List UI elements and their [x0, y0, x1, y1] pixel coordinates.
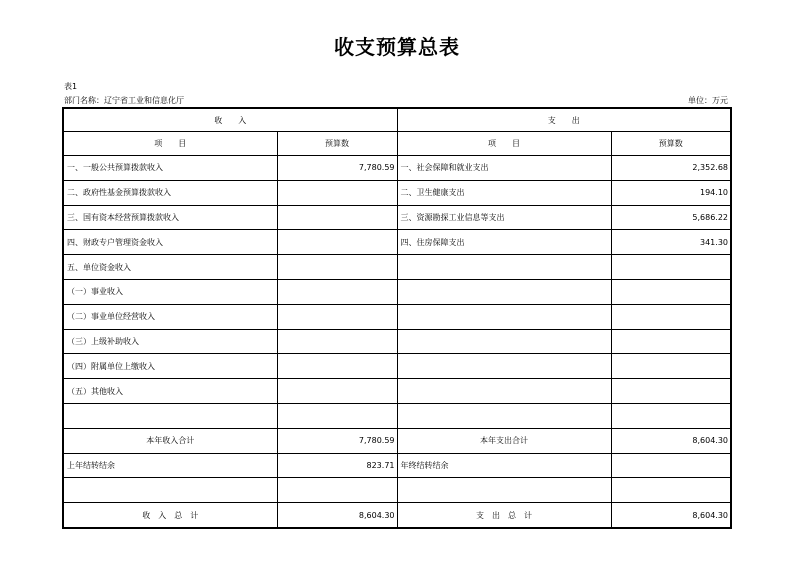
- income-value: [277, 403, 397, 428]
- table-row: [63, 379, 731, 404]
- year-end-carryover-value: [611, 453, 731, 478]
- income-item: （四）附属单位上缴收入: [63, 354, 277, 379]
- table-row: [63, 180, 731, 205]
- table-row: [63, 279, 731, 304]
- expense-item: 三、资源勘探工业信息等支出: [397, 205, 611, 230]
- income-item: 一、一般公共预算拨款收入: [63, 156, 277, 181]
- expense-item: [397, 255, 611, 280]
- income-budget-header: 预算数: [277, 132, 397, 156]
- expense-value: [611, 403, 731, 428]
- income-value: [277, 354, 397, 379]
- income-grand-total-value: 8,604.30: [277, 503, 397, 528]
- expense-value: [611, 255, 731, 280]
- income-item: 五、单位资金收入: [63, 255, 277, 280]
- expense-grand-total-value: 8,604.30: [611, 503, 731, 528]
- expense-value: [611, 354, 731, 379]
- income-item: （一）事业收入: [63, 279, 277, 304]
- income-value: [277, 279, 397, 304]
- income-value: 7,780.59: [277, 156, 397, 181]
- unit-label: 单位：万元: [688, 96, 728, 105]
- section-header-row: [63, 108, 731, 132]
- expense-value: [611, 329, 731, 354]
- expense-budget-header: 预算数: [611, 132, 731, 156]
- year-end-carryover-label: 年终结转结余: [397, 453, 611, 478]
- income-item: （五）其他收入: [63, 379, 277, 404]
- expense-item: [397, 403, 611, 428]
- income-item: （二）事业单位经营收入: [63, 304, 277, 329]
- expense-item: [397, 354, 611, 379]
- expense-header: 支 出: [397, 108, 731, 132]
- income-value: [277, 180, 397, 205]
- table-row: [63, 255, 731, 280]
- page-title: 收支预算总表: [334, 35, 460, 59]
- income-item: （三）上级补助收入: [63, 329, 277, 354]
- department-name: 部门名称：辽宁省工业和信息化厅: [64, 96, 184, 105]
- carry-over-row: [63, 453, 731, 478]
- income-value: [277, 230, 397, 255]
- expense-item: 二、卫生健康支出: [397, 180, 611, 205]
- income-grand-total-label: 收 入 总 计: [63, 503, 277, 528]
- income-header: 收 入: [63, 108, 397, 132]
- table-row: [63, 230, 731, 255]
- table-row: [63, 329, 731, 354]
- income-year-total-value: 7,780.59: [277, 428, 397, 453]
- column-header-row: [63, 132, 731, 156]
- income-value: [277, 205, 397, 230]
- expense-value: [611, 304, 731, 329]
- expense-item: [397, 279, 611, 304]
- expense-value: [611, 279, 731, 304]
- expense-grand-total-label: 支 出 总 计: [397, 503, 611, 528]
- income-value: [277, 255, 397, 280]
- table-row: [63, 403, 731, 428]
- prior-year-carryover-label: 上年结转结余: [63, 453, 277, 478]
- table-row: [63, 156, 731, 181]
- income-item-header: 项 目: [63, 132, 277, 156]
- blank-row: [63, 478, 731, 503]
- expense-value: 2,352.68: [611, 156, 731, 181]
- year-total-row: [63, 428, 731, 453]
- table-row: [63, 304, 731, 329]
- income-value: [277, 304, 397, 329]
- budget-summary-table: [62, 107, 732, 529]
- prior-year-carryover-value: 823.71: [277, 453, 397, 478]
- expense-value: 5,686.22: [611, 205, 731, 230]
- income-year-total-label: 本年收入合计: [63, 428, 277, 453]
- income-value: [277, 329, 397, 354]
- expense-year-total-label: 本年支出合计: [397, 428, 611, 453]
- expense-item: [397, 329, 611, 354]
- income-item: 三、国有资本经营预算拨款收入: [63, 205, 277, 230]
- expense-item: 四、住房保障支出: [397, 230, 611, 255]
- income-value: [277, 379, 397, 404]
- expense-value: 341.30: [611, 230, 731, 255]
- income-item: [63, 403, 277, 428]
- expense-item: [397, 304, 611, 329]
- income-item: 四、财政专户管理资金收入: [63, 230, 277, 255]
- expense-value: [611, 379, 731, 404]
- expense-value: 194.10: [611, 180, 731, 205]
- grand-total-row: [63, 503, 731, 528]
- table-number: 表1: [64, 82, 78, 91]
- expense-item: 一、社会保障和就业支出: [397, 156, 611, 181]
- expense-item: [397, 379, 611, 404]
- table-row: [63, 354, 731, 379]
- expense-year-total-value: 8,604.30: [611, 428, 731, 453]
- expense-item-header: 项 目: [397, 132, 611, 156]
- income-item: 二、政府性基金预算拨款收入: [63, 180, 277, 205]
- table-row: [63, 205, 731, 230]
